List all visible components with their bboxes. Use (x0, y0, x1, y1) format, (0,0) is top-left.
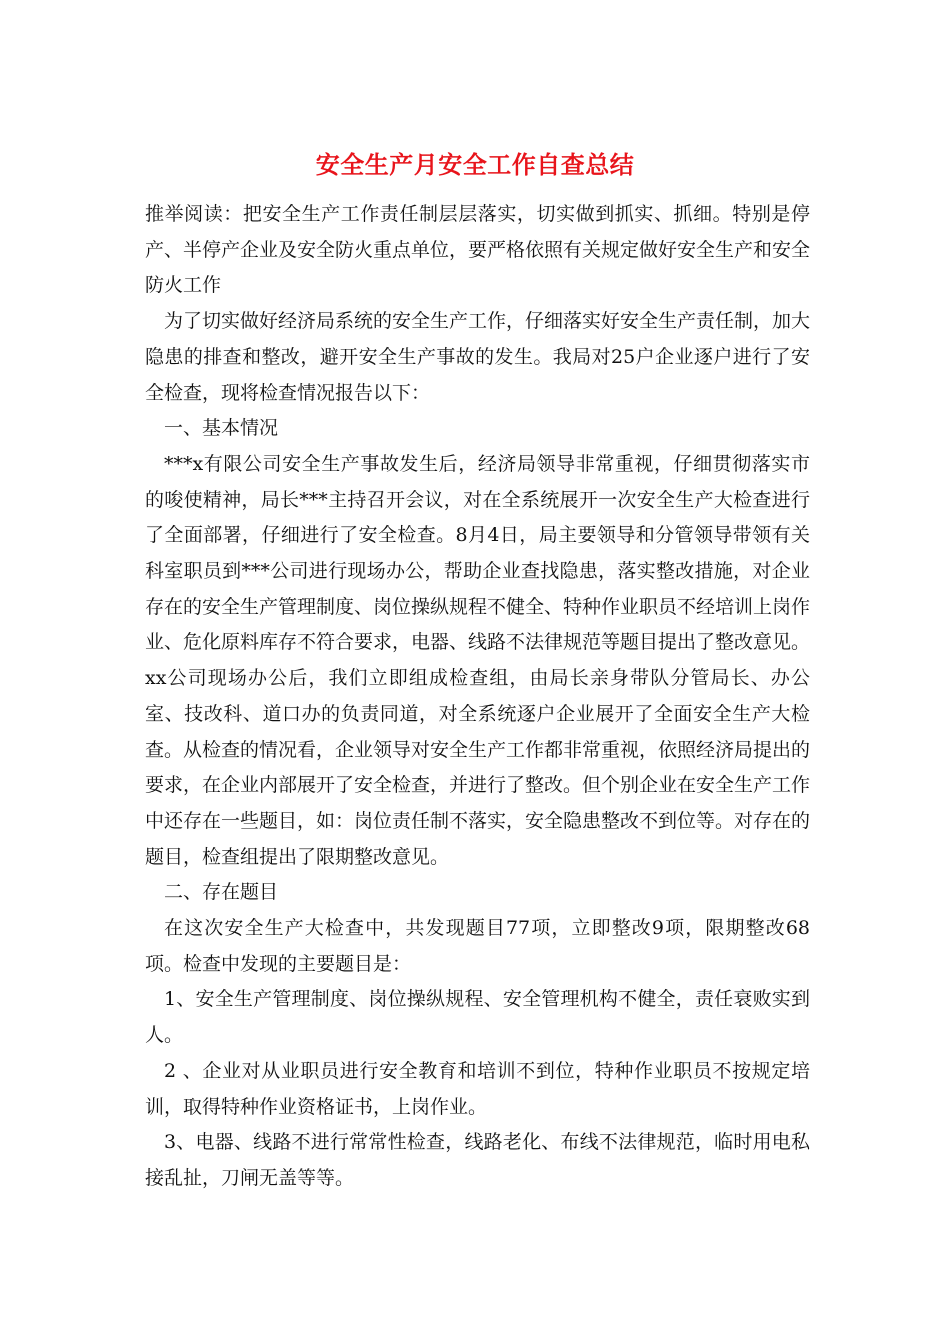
section-heading-basic: 一、基本情况 (164, 417, 279, 440)
problem-item-3: 3、电器、线路不进行常常性检查，线路老化、布线不法律规范，临时用电私接乱扯，刀闸无盖等等。 (145, 1131, 810, 1189)
problem-item-1: 1、安全生产管理制度、岗位操纵规程、安全管理机构不健全，责任衰败实到人。 (145, 988, 810, 1047)
problems-summary-paragraph: 在这次安全生产大检查中，共发现题目77项，立即整改9项，限期整改68项。检查中发现的主要题目是： (145, 917, 810, 975)
intro-paragraph: 为了切实做好经济局系统的安全生产工作，仔细落实好安全生产责任制，加大隐患的排查和整改，避开安全生产事故的发生。我局对25户企业逐户进行了安全检查，现将检查情况报告以下： (145, 310, 811, 404)
document-body (145, 197, 810, 1197)
recommend-paragraph: 推举阅读：把安全生产工作责任制层层落实，切实做到抓实、抓细。特别是停产、半停产企业及安全防火重点单位，要严格依照有关规定做好安全生产和安全防火工作 (145, 203, 811, 297)
document-title: 安全生产月安全工作自查总结 (315, 150, 635, 179)
problem-item-2: 2 、企业对从业职员进行安全教育和培训不到位，特种作业职员不按规定培训，取得特种作业资格证书，上岗作业。 (145, 1059, 810, 1118)
section-heading-problems: 二、存在题目 (164, 881, 279, 904)
basic-situation-paragraph: ***x有限公司安全生产事故发生后，经济局领导非常重视，仔细贯彻落实市的唆使精神，局长***主持召开会议，对在全系统展开一次安全生产大检查进行了全面部署，仔细进行了安全检查。8月4日，局主要领导和分管领导带领有关科室职员到***公司进行现场办公，帮助企业查找隐患，落实整改措施，对企业存在的安全生产管理制度、岗位操纵规程不健全、特种作业职员不经培训上岗作业、危化原料库存不符合要求，电器、线路不法律规范等题目提出了整改意见。xx公司现场办公后，我们立即组成检查组，由局长亲身带队分管局长、办公室、技改科、道口办的负责同道，对全系统逐户企业展开了全面安全生产大检查。从检查的情况看，企业领导对安全生产工作都非常重视，依照经济局提出的要求，在企业内部展开了安全检查，并进行了整改。但个别企业在安全生产工作中还存在一些题目，如：岗位责任制不落实，安全隐患整改不到位等。对存在的题目，检查组提出了限期整改意见。 (145, 452, 811, 868)
